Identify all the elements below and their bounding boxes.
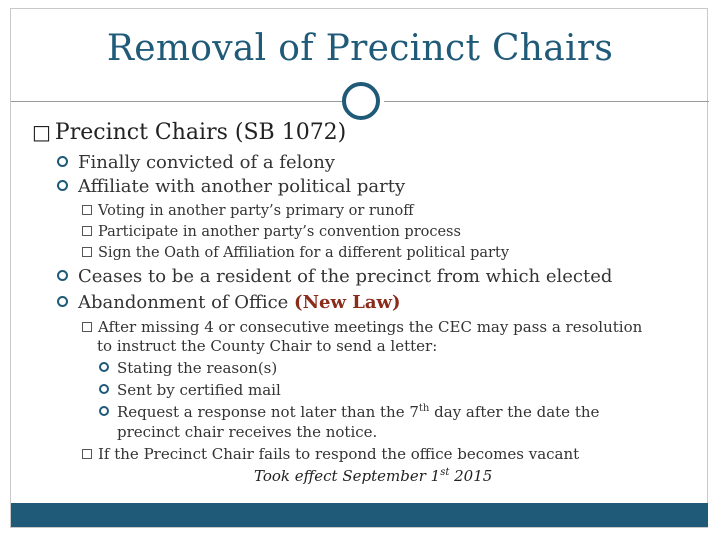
list-item-text: Ceases to be a resident of the precinct from which elected [78,266,613,287]
letter-point-text: Sent by certified mail [117,381,281,399]
list-item-text: Finally convicted of a felony [78,152,335,173]
square-bullet-icon [82,205,92,215]
sub-list-item [82,445,579,463]
sub-list-item-text: Voting in another party’s primary or runoff [98,203,414,219]
circle-bullet-icon [99,406,109,416]
title-divider-left [11,101,344,102]
sub-list-item [82,318,642,336]
main-heading-text: Precinct Chairs (SB 1072) [54,120,347,145]
title-divider-right [384,101,709,102]
effective-date-sup: st [440,467,450,478]
sub-list-item [82,224,461,240]
circle-bullet-icon [99,362,109,372]
request-text-pre: Request a response not later than the 7 [117,403,419,421]
square-bullet-icon [82,226,92,236]
list-item-text: Affiliate with another political party [78,176,406,197]
circle-bullet-icon [57,270,68,281]
effective-date [254,467,492,485]
list-item-text: Abandonment of Office [78,292,295,313]
letter-point-continuation: precinct chair receives the notice. [117,423,378,441]
footer-bar [11,503,708,527]
circle-bullet-icon [99,384,109,394]
request-text-sup: th [418,403,430,414]
list-item [57,266,612,287]
effective-date-post: 2015 [449,467,493,485]
sub-list-item [82,245,509,261]
square-bullet-icon [82,322,92,332]
sub-list-item-text: Participate in another party’s convention process [98,224,461,240]
main-heading [32,120,346,145]
square-bullet-icon: □ [32,120,51,144]
slide-title: Removal of Precinct Chairs [106,28,614,69]
letter-point [99,359,277,377]
sub-list-item-continuation: to instruct the County Chair to send a letter: [97,337,438,355]
circle-bullet-icon [57,156,68,167]
circle-bullet-icon [57,180,68,191]
ring-ornament-icon [342,82,380,120]
new-law-note: (New Law) [294,292,401,313]
sub-list-item-text: Sign the Oath of Affiliation for a different political party [98,245,510,261]
square-bullet-icon [82,247,92,257]
letter-point [99,381,281,399]
effective-date-pre: Took effect September 1 [254,467,441,485]
sub-list-item [82,203,414,219]
request-text-post: day after the date the [429,403,600,421]
circle-bullet-icon [57,296,68,307]
list-item [57,152,335,173]
square-bullet-icon [82,449,92,459]
letter-point-text: Stating the reason(s) [117,359,278,377]
sub-list-item-text: After missing 4 or consecutive meetings the CEC may pass a resolution [98,318,643,336]
list-item-abandonment [57,292,401,313]
sub-list-item-text: If the Precinct Chair fails to respond the office becomes vacant [98,445,580,463]
list-item [57,176,405,197]
letter-point [99,403,599,421]
